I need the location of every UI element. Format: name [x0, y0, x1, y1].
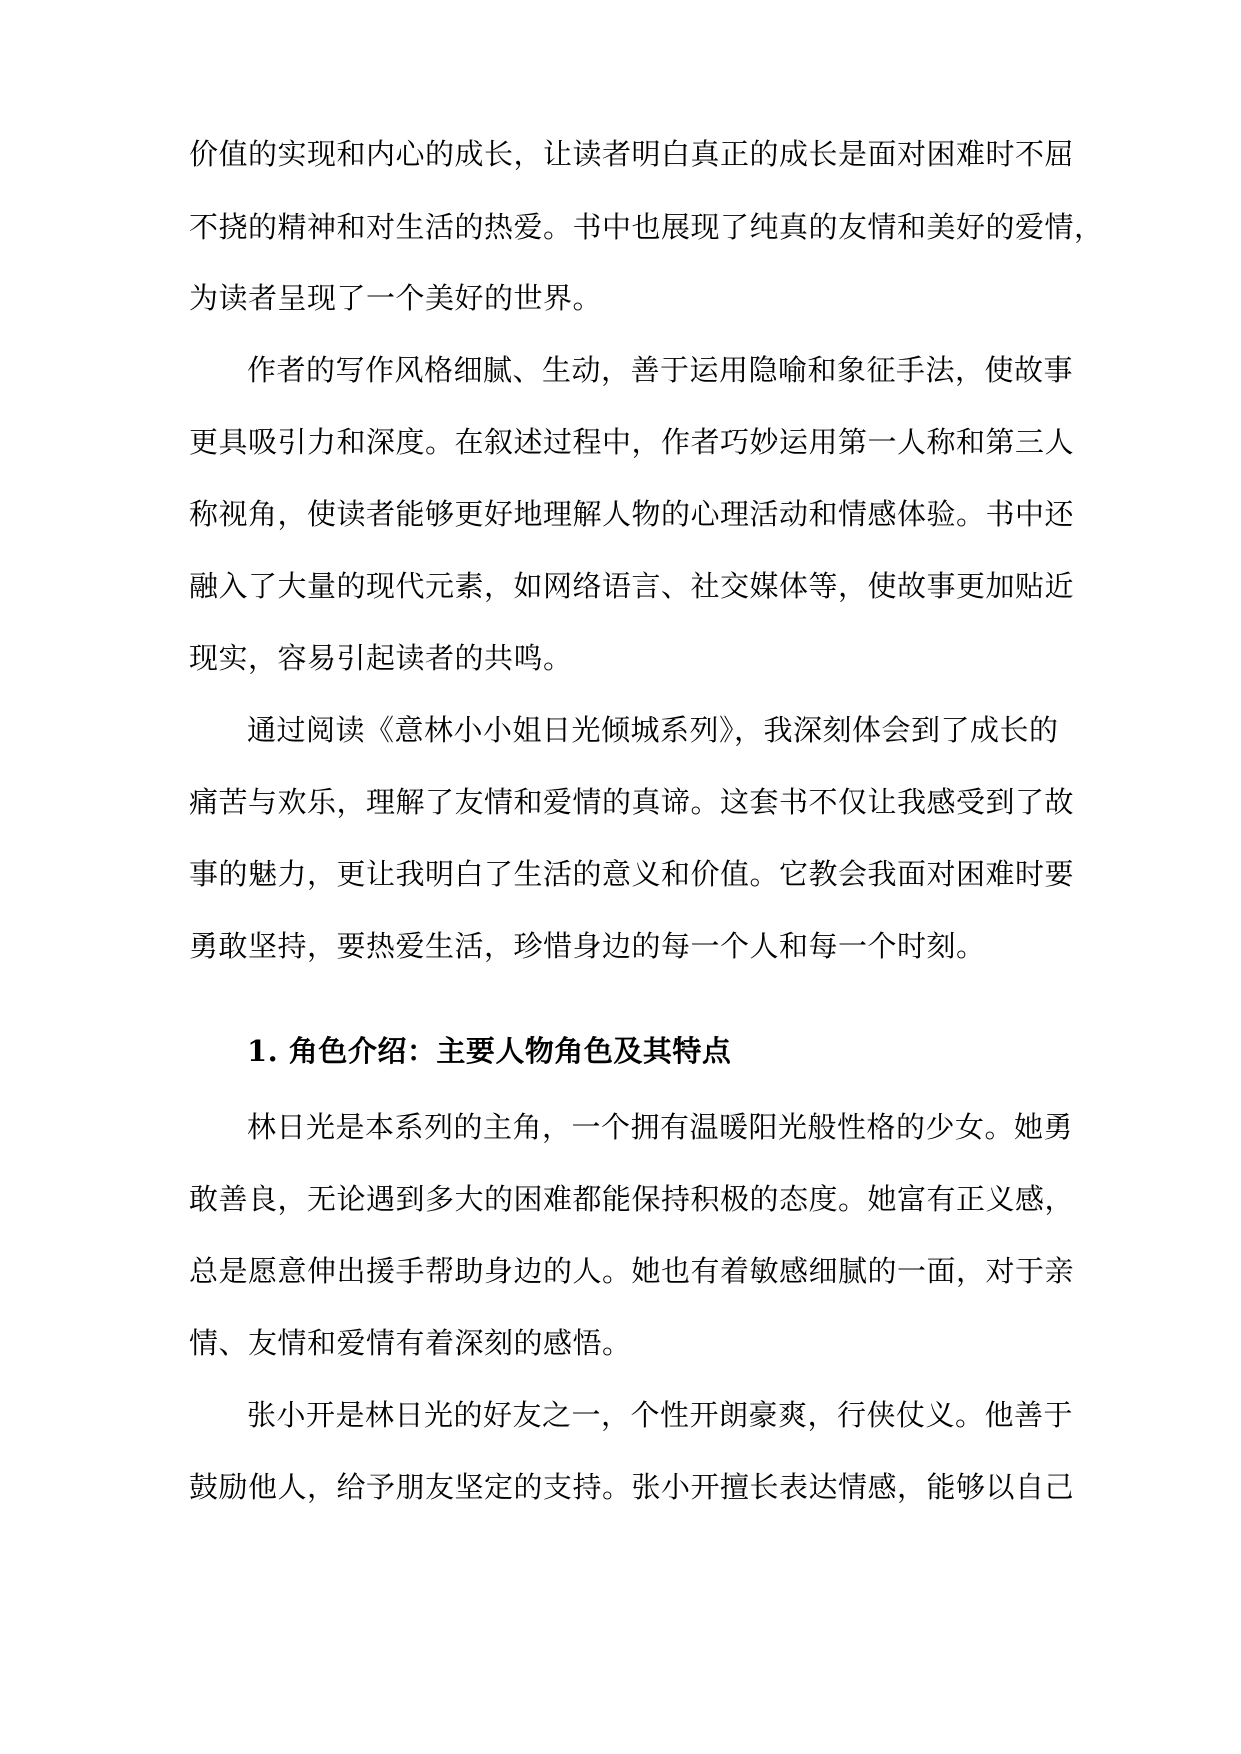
text-line: 称视角，使读者能够更好地理解人物的心理活动和情感体验。书中还 [189, 497, 1075, 531]
text-line: 为读者呈现了一个美好的世界。 [189, 281, 603, 315]
text-line: 痛苦与欢乐，理解了友情和爱情的真谛。这套书不仅让我感受到了故 [189, 785, 1075, 819]
text-line: 更具吸引力和深度。在叙述过程中，作者巧妙运用第一人称和第三人 [189, 425, 1075, 459]
text-line: 张小开是林日光的好友之一，个性开朗豪爽，行侠仗义。他善于 [247, 1398, 1074, 1432]
text-line: 不挠的精神和对生活的热爱。书中也展现了纯真的友情和美好的爱情， [189, 210, 1104, 244]
text-line: 价值的实现和内心的成长，让读者明白真正的成长是面对困难时不屈 [189, 137, 1075, 171]
text-line: 融入了大量的现代元素，如网络语言、社交媒体等，使故事更加贴近 [189, 569, 1075, 603]
text-line: 情、友情和爱情有着深刻的感悟。 [189, 1326, 632, 1360]
text-line: 鼓励他人，给予朋友坚定的支持。张小开擅长表达情感，能够以自己 [189, 1470, 1075, 1504]
text-line: 敢善良，无论遇到多大的困难都能保持积极的态度。她富有正义感， [189, 1182, 1075, 1216]
section-heading: 1. 角色介绍：主要人物角色及其特点 [247, 1034, 732, 1068]
text-line: 勇敢坚持，要热爱生活，珍惜身边的每一个人和每一个时刻。 [189, 929, 986, 963]
text-line: 现实，容易引起读者的共鸣。 [189, 641, 573, 675]
text-line: 林日光是本系列的主角，一个拥有温暖阳光般性格的少女。她勇 [247, 1110, 1074, 1144]
text-line: 通过阅读《意林小小姐日光倾城系列》，我深刻体会到了成长的 [247, 713, 1059, 747]
text-line: 总是愿意伸出援手帮助身边的人。她也有着敏感细腻的一面，对于亲 [189, 1254, 1075, 1288]
text-line: 事的魅力，更让我明白了生活的意义和价值。它教会我面对困难时要 [189, 857, 1075, 891]
text-line: 作者的写作风格细腻、生动，善于运用隐喻和象征手法，使故事 [247, 353, 1074, 387]
